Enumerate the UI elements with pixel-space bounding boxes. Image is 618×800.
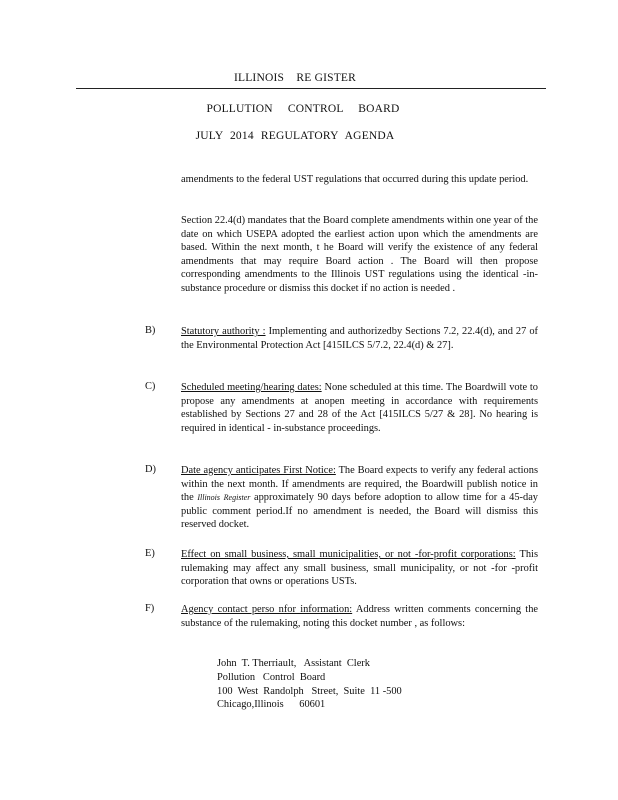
item-e-label: E) [145, 548, 155, 559]
item-d-text-1: The Board expects to verify any federal actions within the next month. If amendments are required, the Boardwill publish notice in the [181, 465, 538, 504]
item-e-heading: Effect on small business, small municipalities, or not -for-profit corporations: [181, 549, 516, 560]
item-f-heading: Agency contact perso nfor information: [181, 604, 353, 615]
address-line-2: Pollution Control Board [217, 671, 326, 683]
item-f-paragraph [181, 603, 538, 630]
item-b-heading: Statutory authority : [181, 326, 266, 337]
section-paragraph: Section 22.4(d) mandates that the Board complete amendments within one year of the date on which USEPA adopted the earliest action upon which the amendments are based. Within the next month, t he Board will verify the existence of any federal amendments that may require Board action . The Board will then propose corresponding amendments to the Illinois UST regulations using the identical -in-substance procedure or dismiss this docket if no action is needed . [181, 215, 538, 294]
item-f-text: Address written comments concerning the substance of the rulemaking, noting this docket number , as follows: [181, 604, 539, 629]
item-e-text: This rulemaking may affect any small business, small municipality, or not -for -profit corporation that owns or operations USTs. [181, 549, 538, 588]
item-d-paragraph [181, 464, 538, 532]
address-line-3: 100 West Randolph Street, Suite 11 -500 [217, 685, 402, 697]
item-c-paragraph [181, 381, 538, 435]
board-title: POLLUTION CONTROL BOARD [206, 103, 400, 115]
address-line-4: Chicago,Illinois 60601 [217, 699, 326, 711]
item-b-paragraph [181, 325, 538, 352]
header-rule [76, 88, 546, 89]
item-d-label: D) [145, 464, 156, 475]
item-c-heading: Scheduled meeting/hearing dates: [181, 382, 322, 393]
contact-address [217, 657, 402, 712]
address-line-1: John T. Therriault, Assistant Clerk [217, 658, 370, 669]
item-d-register: Register [223, 493, 251, 503]
register-title: ILLINOIS RE GISTER [233, 72, 357, 84]
item-d-heading: Date agency anticipates First Notice: [181, 465, 336, 476]
agenda-title: JULY 2014 REGULATORY AGENDA [195, 130, 395, 142]
item-e-paragraph [181, 548, 538, 589]
intro-paragraph: amendments to the federal UST regulations that occurred during this update period. [181, 174, 529, 185]
item-c-label: C) [145, 381, 156, 392]
item-d-text-2: approximately 90 days before adoption to allow time for a 45-day public comment period.If no amendment is needed, the Board will dismiss this reserved docket. [181, 492, 538, 531]
item-c-text: None scheduled at this time. The Boardwill vote to propose any amendments at anopen meeting in accordance with requirements established by Sections 27 and 28 of the Act [415ILCS 5/27 & 28]. No hearing is required in identical - in-substance proceedings. [181, 382, 538, 434]
item-d-illinois: Illinois [197, 493, 221, 503]
item-f-label: F) [145, 603, 155, 614]
item-b-text: Implementing and authorizedby Sections 7.2, 22.4(d), and 27 of the Environmental Protection Act [415ILCS 5/7.2, 22.4(d) & 27]. [181, 326, 538, 351]
item-b-label: B) [145, 325, 156, 336]
